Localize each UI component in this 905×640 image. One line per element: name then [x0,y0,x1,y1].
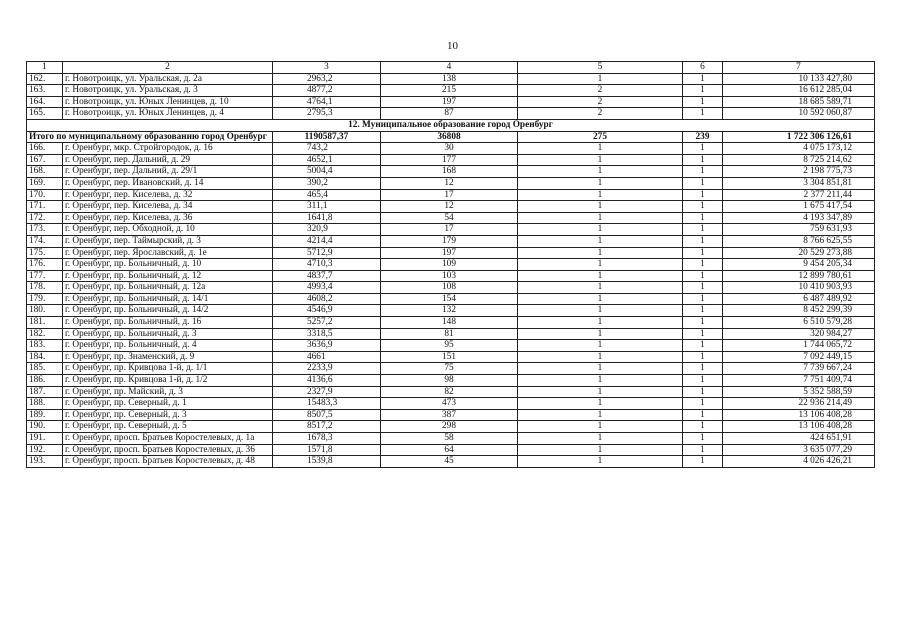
table-row [27,212,875,224]
count-cell: 1 [518,143,683,155]
area-cell: 320,9 [273,224,381,236]
area-cell: 3636,9 [273,340,381,352]
area-cell: 4877,2 [273,85,381,97]
area-cell: 3318,5 [273,328,381,340]
area-cell: 4837,7 [273,270,381,282]
address-cell: г. Оренбург, пер. Киселева, д. 32 [63,189,273,201]
area-cell: 5004,4 [273,166,381,178]
count-cell: 1 [518,282,683,294]
address-cell: г. Оренбург, пр. Больничный, д. 14/1 [63,293,273,305]
row-number: 180. [27,305,63,317]
row-number: 193. [27,456,63,468]
count-cell: 1 [683,433,723,445]
count-cell: 1 [683,456,723,468]
people-cell: 148 [381,317,518,329]
sum-cell: 10 410 903,93 [723,282,875,294]
count-cell: 1 [683,317,723,329]
address-cell: г. Оренбург, пер. Дальний, д. 29/1 [63,166,273,178]
sum-cell: 13 106 408,28 [723,409,875,421]
count-cell: 2 [518,108,683,120]
area-cell: 8517,2 [273,421,381,433]
row-number: 171. [27,201,63,213]
address-cell: г. Оренбург, пер. Ярославский, д. 1е [63,247,273,259]
row-number: 172. [27,212,63,224]
address-cell: г. Оренбург, пер. Дальний, д. 29 [63,154,273,166]
area-cell: 4608,2 [273,293,381,305]
row-number: 179. [27,293,63,305]
area-cell: 4652,1 [273,154,381,166]
count-cell: 1 [518,328,683,340]
table-row [27,305,875,317]
sum-cell: 12 899 780,61 [723,270,875,282]
area-cell: 1641,8 [273,212,381,224]
people-cell: 179 [381,235,518,247]
sum-cell: 2 198 775,73 [723,166,875,178]
area-cell: 4214,4 [273,235,381,247]
address-cell: г. Оренбург, пр. Майский, д. 3 [63,386,273,398]
area-cell: 2963,2 [273,73,381,85]
count-cell: 1 [518,293,683,305]
row-number: 181. [27,317,63,329]
count-cell: 1 [518,433,683,445]
table-row [27,166,875,178]
row-number: 186. [27,375,63,387]
total-area: 1190587,37 [273,131,381,143]
table-row [27,421,875,433]
row-number: 192. [27,444,63,456]
count-cell: 1 [518,340,683,352]
row-number: 185. [27,363,63,375]
count-cell: 1 [683,85,723,97]
people-cell: 17 [381,224,518,236]
row-number: 170. [27,189,63,201]
people-cell: 177 [381,154,518,166]
address-cell: г. Оренбург, пер. Киселева, д. 36 [63,212,273,224]
count-cell: 1 [518,317,683,329]
address-cell: г. Оренбург, пр. Больничный, д. 10 [63,259,273,271]
table-row [27,143,875,155]
address-cell: г. Оренбург, просп. Братьев Коростелевых, д. 48 [63,456,273,468]
row-number: 183. [27,340,63,352]
people-cell: 197 [381,96,518,108]
count-cell: 1 [518,166,683,178]
count-cell: 1 [518,154,683,166]
address-cell: г. Оренбург, просп. Братьев Коростелевых, д. 1а [63,433,273,445]
row-number: 178. [27,282,63,294]
people-cell: 58 [381,433,518,445]
column-number: 2 [63,62,273,74]
count-cell: 1 [683,96,723,108]
count-cell: 1 [518,247,683,259]
total-count: 275 [518,131,683,143]
count-cell: 1 [683,212,723,224]
total-row [27,131,875,143]
sum-cell: 18 685 589,71 [723,96,875,108]
row-number: 191. [27,433,63,445]
count-cell: 1 [683,293,723,305]
table-row [27,96,875,108]
column-number: 4 [381,62,518,74]
people-cell: 75 [381,363,518,375]
sum-cell: 320 984,27 [723,328,875,340]
area-cell: 4136,6 [273,375,381,387]
people-cell: 151 [381,351,518,363]
row-number: 182. [27,328,63,340]
table-row [27,189,875,201]
people-cell: 132 [381,305,518,317]
table-row [27,224,875,236]
table-row [27,259,875,271]
row-number: 184. [27,351,63,363]
sum-cell: 8 725 214,62 [723,154,875,166]
sum-cell: 7 092 449,15 [723,351,875,363]
row-number: 166. [27,143,63,155]
row-number: 168. [27,166,63,178]
area-cell: 1571,8 [273,444,381,456]
section-title: 12. Муниципальное образование город Оренбург [27,119,875,131]
area-cell: 5712,9 [273,247,381,259]
table-row [27,351,875,363]
count-cell: 1 [683,351,723,363]
row-number: 175. [27,247,63,259]
count-cell: 1 [518,259,683,271]
count-cell: 1 [683,73,723,85]
table-row [27,85,875,97]
table-row [27,340,875,352]
area-cell: 2795,3 [273,108,381,120]
count-cell: 1 [518,305,683,317]
count-cell: 1 [518,456,683,468]
people-cell: 87 [381,108,518,120]
count-cell: 2 [518,96,683,108]
people-cell: 12 [381,201,518,213]
area-cell: 465,4 [273,189,381,201]
address-cell: г. Оренбург, пер. Обходной, д. 10 [63,224,273,236]
table-body [27,62,875,468]
people-cell: 12 [381,177,518,189]
table-row [27,154,875,166]
count-cell: 1 [683,201,723,213]
table-row [27,398,875,410]
area-cell: 4710,3 [273,259,381,271]
column-number: 7 [723,62,875,74]
table-row [27,456,875,468]
count-cell: 1 [683,444,723,456]
sum-cell: 4 193 347,89 [723,212,875,224]
sum-cell: 9 454 205,34 [723,259,875,271]
sum-cell: 4 075 173,12 [723,143,875,155]
row-number: 169. [27,177,63,189]
people-cell: 138 [381,73,518,85]
people-cell: 30 [381,143,518,155]
table-row [27,247,875,259]
sum-cell: 3 635 077,29 [723,444,875,456]
table-row [27,444,875,456]
table-row [27,363,875,375]
total-sum: 1 722 306 126,61 [723,131,875,143]
count-cell: 1 [683,328,723,340]
total-count: 239 [683,131,723,143]
address-cell: г. Оренбург, пр. Больничный, д. 14/2 [63,305,273,317]
count-cell: 1 [518,212,683,224]
row-number: 189. [27,409,63,421]
address-cell: г. Оренбург, пр. Больничный, д. 3 [63,328,273,340]
table-row [27,433,875,445]
count-cell: 1 [683,340,723,352]
housing-table [26,61,875,468]
sum-cell: 1 675 417,54 [723,201,875,213]
sum-cell: 1 744 065,72 [723,340,875,352]
table-row [27,386,875,398]
row-number: 188. [27,398,63,410]
sum-cell: 8 766 625,55 [723,235,875,247]
address-cell: г. Новотроицк, ул. Юных Ленинцев, д. 4 [63,108,273,120]
count-cell: 1 [518,375,683,387]
row-number: 165. [27,108,63,120]
people-cell: 54 [381,212,518,224]
count-cell: 1 [683,235,723,247]
address-cell: г. Оренбург, просп. Братьев Коростелевых, д. 36 [63,444,273,456]
table-row [27,409,875,421]
row-number: 177. [27,270,63,282]
people-cell: 154 [381,293,518,305]
sum-cell: 7 739 667,24 [723,363,875,375]
people-cell: 215 [381,85,518,97]
sum-cell: 5 352 588,59 [723,386,875,398]
address-cell: г. Оренбург, пр. Кривцова 1-й, д. 1/2 [63,375,273,387]
row-number: 174. [27,235,63,247]
address-cell: г. Оренбург, пр. Кривцова 1-й, д. 1/1 [63,363,273,375]
total-label: Итого по муниципальному образованию город Оренбург [27,131,273,143]
sum-cell: 3 304 851,81 [723,177,875,189]
count-cell: 1 [683,375,723,387]
sum-cell: 4 026 426,21 [723,456,875,468]
address-cell: г. Новотроицк, ул. Юных Ленинцев, д. 10 [63,96,273,108]
area-cell: 4993,4 [273,282,381,294]
count-cell: 1 [518,398,683,410]
address-cell: г. Оренбург, пер. Таймырский, д. 3 [63,235,273,247]
row-number: 163. [27,85,63,97]
row-number: 176. [27,259,63,271]
people-cell: 473 [381,398,518,410]
sum-cell: 10 133 427,80 [723,73,875,85]
address-cell: г. Новотроицк, ул. Уральская, д. 3 [63,85,273,97]
area-cell: 2327,9 [273,386,381,398]
area-cell: 4764,1 [273,96,381,108]
column-number: 3 [273,62,381,74]
sum-cell: 759 631,93 [723,224,875,236]
people-cell: 103 [381,270,518,282]
people-cell: 387 [381,409,518,421]
section-row [27,119,875,131]
count-cell: 1 [683,363,723,375]
count-cell: 1 [683,386,723,398]
sum-cell: 22 936 214,49 [723,398,875,410]
sum-cell: 6 510 579,28 [723,317,875,329]
area-cell: 15483,3 [273,398,381,410]
address-cell: г. Оренбург, пр. Больничный, д. 12а [63,282,273,294]
row-number: 164. [27,96,63,108]
count-cell: 2 [518,85,683,97]
count-cell: 1 [518,73,683,85]
count-cell: 1 [518,224,683,236]
count-cell: 1 [518,235,683,247]
total-people: 36808 [381,131,518,143]
area-cell: 4661 [273,351,381,363]
row-number: 190. [27,421,63,433]
row-number: 173. [27,224,63,236]
table-row [27,177,875,189]
table-row [27,108,875,120]
address-cell: г. Оренбург, пер. Киселева, д. 34 [63,201,273,213]
count-cell: 1 [518,386,683,398]
count-cell: 1 [683,166,723,178]
area-cell: 743,2 [273,143,381,155]
address-cell: г. Оренбург, пр. Больничный, д. 12 [63,270,273,282]
area-cell: 5257,2 [273,317,381,329]
count-cell: 1 [518,189,683,201]
people-cell: 45 [381,456,518,468]
column-number: 5 [518,62,683,74]
people-cell: 81 [381,328,518,340]
sum-cell: 8 452 299,39 [723,305,875,317]
address-cell: г. Оренбург, пр. Северный, д. 3 [63,409,273,421]
count-cell: 1 [683,143,723,155]
table-row [27,235,875,247]
people-cell: 82 [381,386,518,398]
table-row [27,73,875,85]
count-cell: 1 [518,201,683,213]
count-cell: 1 [683,259,723,271]
count-cell: 1 [518,444,683,456]
table-row [27,270,875,282]
people-cell: 98 [381,375,518,387]
count-cell: 1 [683,247,723,259]
table-row [27,317,875,329]
count-cell: 1 [683,154,723,166]
count-cell: 1 [518,270,683,282]
count-cell: 1 [518,421,683,433]
count-cell: 1 [683,189,723,201]
address-cell: г. Оренбург, мкр. Стройгородок, д. 16 [63,143,273,155]
row-number: 187. [27,386,63,398]
area-cell: 1678,3 [273,433,381,445]
count-cell: 1 [683,409,723,421]
count-cell: 1 [518,351,683,363]
people-cell: 197 [381,247,518,259]
column-number: 6 [683,62,723,74]
people-cell: 64 [381,444,518,456]
sum-cell: 20 529 273,88 [723,247,875,259]
address-cell: г. Новотроицк, ул. Уральская, д. 2а [63,73,273,85]
sum-cell: 7 751 409,74 [723,375,875,387]
area-cell: 2233,9 [273,363,381,375]
address-cell: г. Оренбург, пр. Северный, д. 1 [63,398,273,410]
table-row [27,282,875,294]
count-cell: 1 [683,108,723,120]
address-cell: г. Оренбург, пр. Северный, д. 5 [63,421,273,433]
sum-cell: 16 612 285,04 [723,85,875,97]
count-cell: 1 [683,282,723,294]
people-cell: 168 [381,166,518,178]
table-row [27,293,875,305]
column-number: 1 [27,62,63,74]
count-cell: 1 [683,270,723,282]
area-cell: 4546,9 [273,305,381,317]
area-cell: 1539,8 [273,456,381,468]
row-number: 167. [27,154,63,166]
area-cell: 8507,5 [273,409,381,421]
table-row [27,328,875,340]
people-cell: 17 [381,189,518,201]
address-cell: г. Оренбург, пр. Больничный, д. 4 [63,340,273,352]
sum-cell: 13 106 408,28 [723,421,875,433]
address-cell: г. Оренбург, пр. Знаменский, д. 9 [63,351,273,363]
address-cell: г. Оренбург, пер. Ивановский, д. 14 [63,177,273,189]
area-cell: 390,2 [273,177,381,189]
people-cell: 95 [381,340,518,352]
count-cell: 1 [683,421,723,433]
address-cell: г. Оренбург, пр. Больничный, д. 16 [63,317,273,329]
sum-cell: 10 592 060,87 [723,108,875,120]
row-number: 162. [27,73,63,85]
count-cell: 1 [518,177,683,189]
count-cell: 1 [518,363,683,375]
count-cell: 1 [683,224,723,236]
count-cell: 1 [683,177,723,189]
count-cell: 1 [683,398,723,410]
people-cell: 109 [381,259,518,271]
count-cell: 1 [518,409,683,421]
table-row [27,375,875,387]
count-cell: 1 [683,305,723,317]
people-cell: 298 [381,421,518,433]
page-number: 10 [447,40,458,52]
sum-cell: 6 487 489,92 [723,293,875,305]
column-numbers-row [27,62,875,74]
area-cell: 311,1 [273,201,381,213]
table-row [27,201,875,213]
sum-cell: 424 651,91 [723,433,875,445]
people-cell: 108 [381,282,518,294]
sum-cell: 2 377 211,44 [723,189,875,201]
